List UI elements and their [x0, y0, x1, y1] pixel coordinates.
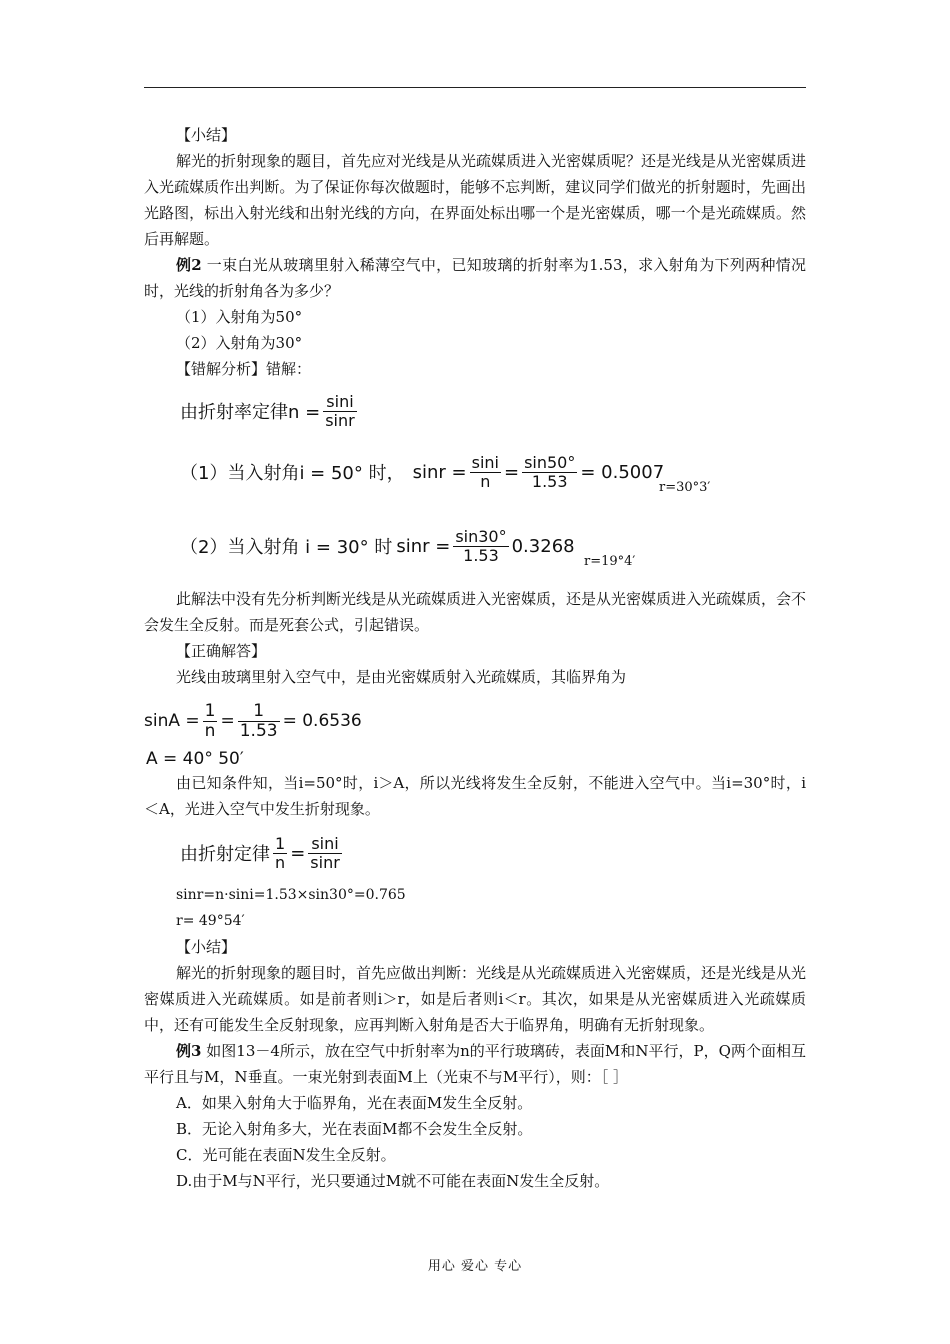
wrong-analysis-heading: 【错解分析】错解：: [176, 360, 312, 378]
law2-fraction2: [308, 835, 342, 871]
c1-lhs: sinr =: [412, 461, 467, 483]
c1-prefix: （1）当入射角i = 50° 时，: [180, 463, 405, 484]
example2-case2: （2）入射角为30°: [176, 334, 303, 352]
analysis-text: 此解法中没有先分析判断光线是从光疏媒质进入光密媒质，还是从光密媒质进入光疏媒质，会不会发生全反射。而是死套公式，引起错误。: [144, 590, 807, 634]
law-prefix: 由折射率定律n =: [180, 402, 321, 423]
example3-option-b: B．无论入射角多大，光在表面M都不会发生全反射。: [176, 1120, 533, 1138]
critical-f1-num: 1: [204, 700, 216, 721]
c2-den: 1.53: [463, 545, 499, 565]
law2-f1-num: 1: [275, 833, 286, 853]
wrong-case1-formula: [144, 444, 806, 500]
critical-fraction2: [238, 702, 280, 740]
law2-fraction1: [273, 835, 287, 871]
example3-text: 如图13－4所示，放在空气中折射率为n的平行玻璃砖，表面M和N平行，P，Q两个面相互平行且与M，N垂直。一束光射到表面M上（光束不与M平行），则：［ ］: [144, 1042, 806, 1086]
document-body: [144, 122, 806, 1194]
law-fraction: [323, 393, 357, 429]
header-rule: [144, 87, 806, 88]
critical-fraction1: [203, 702, 218, 740]
example3-option-a: A．如果入射角大于临界角，光在表面M发生全反射。: [176, 1094, 533, 1112]
critical-f2-den: 1.53: [239, 720, 278, 741]
c2-lhs: sinr =: [396, 535, 451, 557]
c2-prefix: （2）当入射角 i = 30° 时: [180, 537, 393, 558]
example2-label: 例2: [176, 256, 202, 274]
law2-eq: =: [290, 842, 306, 864]
law2-f2-num: sini: [308, 835, 342, 854]
c2-result: 0.3268: [511, 535, 575, 557]
correct-heading: 【正确解答】: [176, 642, 267, 660]
c1-fraction2: [522, 454, 577, 490]
example3-option-c: C．光可能在表面N发生全反射。: [176, 1146, 396, 1164]
critical-lhs: sinA =: [144, 711, 200, 731]
c1-f1-num: sini: [471, 452, 499, 472]
correct-intro: 光线由玻璃里射入空气中，是由光密媒质射入光疏媒质，其临界角为: [176, 668, 627, 686]
c2-num: sin30°: [455, 526, 507, 546]
example3-question: [144, 1038, 806, 1090]
calc-line1: sinr=n·sini=1.53×sin30°=0.765: [176, 887, 406, 903]
critical-result: = 0.6536: [282, 711, 362, 731]
law2-prefix: 由折射定律: [180, 844, 270, 865]
c2-fraction: [453, 528, 508, 564]
c2-r-result: r=19°4′: [584, 554, 636, 569]
law-den: sinr: [325, 410, 355, 430]
summary2-text: 解光的折射现象的题目时，首先应做出判断：光线是从光疏媒质进入光密媒质，还是光线是从光密媒质进入光疏媒质。如是前者则i＞r，如是后者则i＜r。其次，如果是从光密媒质进入光疏媒质中，还有可能发生全反射现象，应再判断入射角是否大于临界角，明确有无折射现象。: [144, 964, 807, 1034]
c1-r-result: r=30°3′: [659, 480, 711, 495]
example2-question: [144, 252, 806, 304]
summary2-heading: 【小结】: [176, 938, 237, 956]
law2-f2-den: sinr: [310, 852, 340, 872]
refraction-law-formula: [144, 386, 806, 436]
calc-line2: r= 49°54′: [176, 913, 245, 929]
condition-text: 由已知条件知，当i=50°时，i＞A，所以光线将发生全反射，不能进入空气中。当i=30°时，i＜A，光进入空气中发生折射现象。: [144, 774, 806, 818]
c1-f1-den: n: [480, 471, 491, 491]
c1-fraction1: [470, 454, 501, 490]
law-num: sini: [323, 393, 357, 412]
page-footer: 用心 爱心 专心: [427, 1259, 523, 1274]
critical-angle-value: A = 40° 50′: [146, 749, 244, 769]
example2-text: 一束白光从玻璃里射入稀薄空气中，已知玻璃的折射率为1.53，求入射角为下列两种情况时，光线的折射角各为多少？: [144, 256, 806, 300]
example3-label: 例3: [176, 1042, 202, 1060]
c1-f2-num: sin50°: [524, 452, 576, 472]
wrong-case2-formula: [144, 518, 806, 574]
critical-eq: =: [220, 711, 235, 731]
critical-f2-num: 1: [238, 702, 280, 722]
critical-angle-formula: [144, 694, 806, 748]
summary1-heading: 【小结】: [176, 126, 237, 144]
c1-eq: =: [503, 461, 520, 483]
law2-f1-den: n: [275, 852, 286, 872]
example2-case1: （1）入射角为50°: [176, 308, 303, 326]
example3-option-d: D.由于M与N平行，光只要通过M就不可能在表面N发生全反射。: [176, 1172, 610, 1190]
critical-f1-den: n: [204, 720, 216, 741]
summary1-text: 解光的折射现象的题目，首先应对光线是从光疏媒质进入光密媒质呢？还是光线是从光密媒质进入光疏媒质作出判断。为了保证你每次做题时，能够不忘判断，建议同学们做光的折射题时，先画出光路图，标出入射光线和出射光线的方向，在界面处标出哪一个是光密媒质，哪一个是光疏媒质。然后再解题。: [144, 152, 807, 248]
c1-f2-den: 1.53: [531, 471, 568, 491]
refraction-law2-formula: [144, 826, 806, 880]
c1-result: = 0.5007: [580, 461, 665, 483]
